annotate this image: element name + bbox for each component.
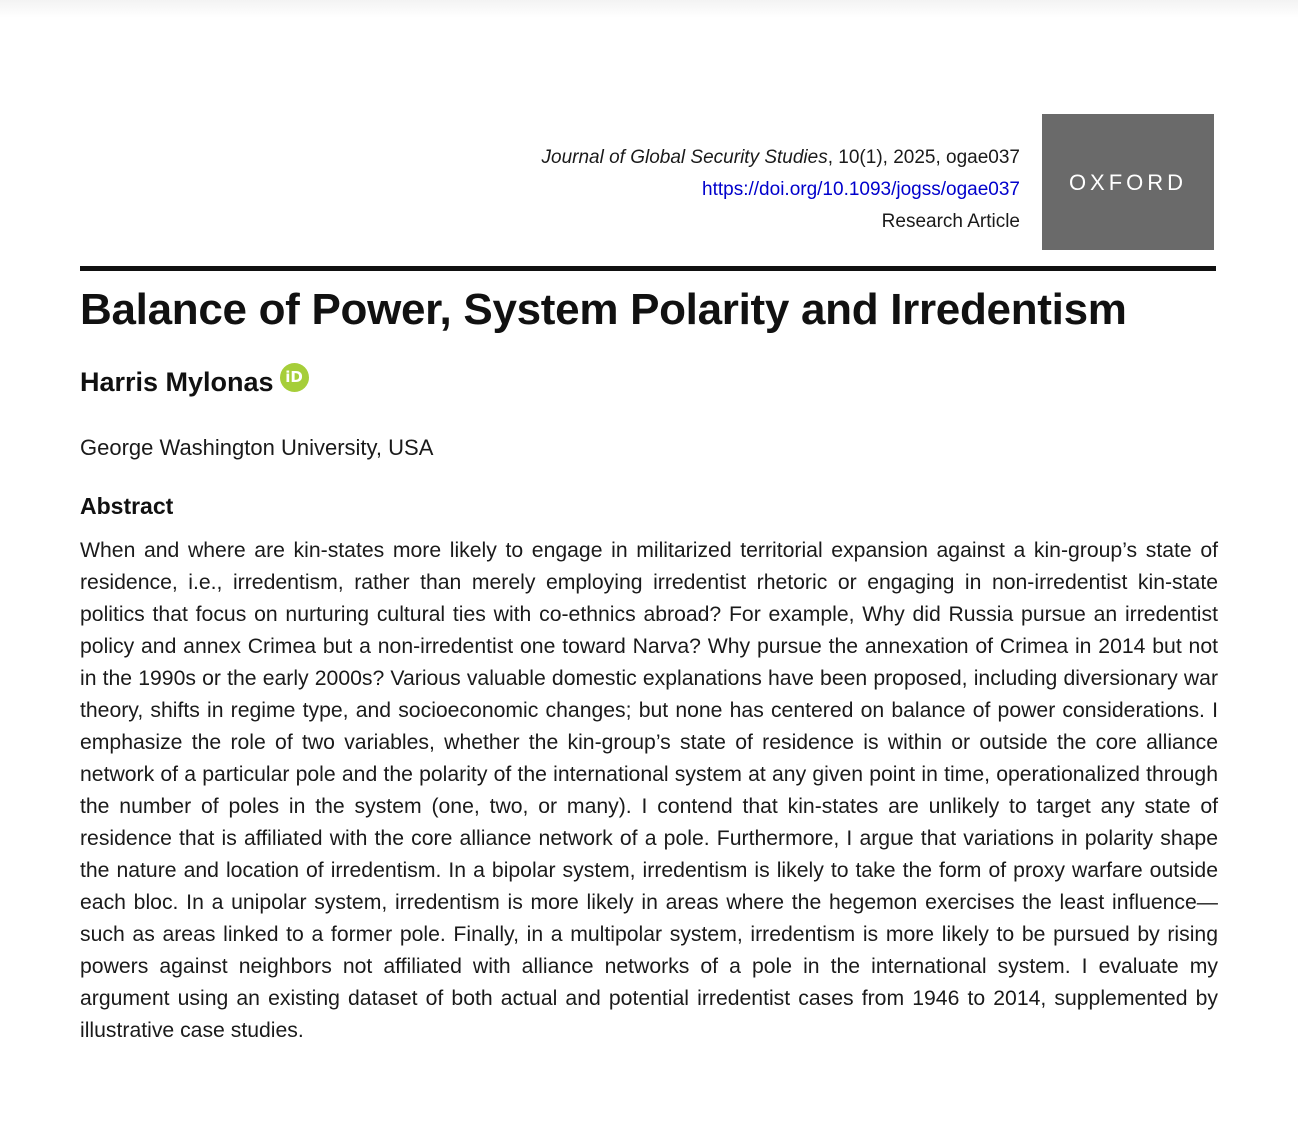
abstract-text: When and where are kin-states more likely to engage in militarized territorial expansion against a kin-group’s state of residence, i.e., irredentism, rather than merely employing irredentist rhetoric or engaging in non-irredentist kin-state politics that focus on nurturing cultural ties with co-ethnics abroad? For example, Why did Russia pursue an irredentist policy and annex Crimea but a non-irredentist one toward Narva? Why pursue the annexation of Crimea in 2014 but not in the 1990s or the early 2000s? Various valuable domestic explanations have been proposed, including diversionary war theory, shifts in regime type, and socioeconomic changes; but none has centered on balance of power considerations. I emphasize the role of two variables, whether the kin-group’s state of residence is within or outside the core alliance network of a particular pole and the polarity of the international system at any given point in time, operationalized through the number of poles in the system (one, two, or many). I contend that kin-states are unlikely to target any state of residence that is affiliated with the core alliance network of a pole. Furthermore, I argue that variations in polarity shape the nature and location of irredentism. In a bipolar system, irredentism is likely to take the form of proxy warfare outside each bloc. In a unipolar system, irredentism is more likely in areas where the hegemon exercises the least influence—such as areas linked to a former pole. Finally, in a multipolar system, irredentism is more likely to be pursued by rising powers against neighbors not affiliated with alliance networks of a pole in the international system. I evaluate my argument using an existing dataset of both actual and potential irredentist cases from 1946 to 2014, supplemented by illustrative case studies. xyxy=(80,539,1218,1042)
top-shadow xyxy=(0,0,1298,18)
author-line xyxy=(80,364,309,400)
doi-link[interactable]: https://doi.org/10.1093/jogss/ogae037 xyxy=(702,179,1020,200)
header-divider xyxy=(80,266,1216,271)
journal-issue: , 10(1), 2025, ogae037 xyxy=(827,147,1020,168)
article-type: Research Article xyxy=(881,211,1020,232)
journal-info xyxy=(542,142,1020,238)
journal-name: Journal of Global Security Studies xyxy=(541,147,828,168)
oxford-logo-text: OXFORD xyxy=(1068,170,1188,195)
article-title: Balance of Power, System Polarity and Irredentism xyxy=(80,285,1127,334)
author-name: Harris Mylonas xyxy=(80,367,274,397)
orcid-icon[interactable]: iD xyxy=(280,363,309,392)
oxford-logo xyxy=(1042,114,1214,250)
article-header xyxy=(80,114,1214,250)
journal-citation xyxy=(542,142,1020,174)
author-affiliation: George Washington University, USA xyxy=(80,435,434,460)
abstract-heading: Abstract xyxy=(80,493,174,519)
